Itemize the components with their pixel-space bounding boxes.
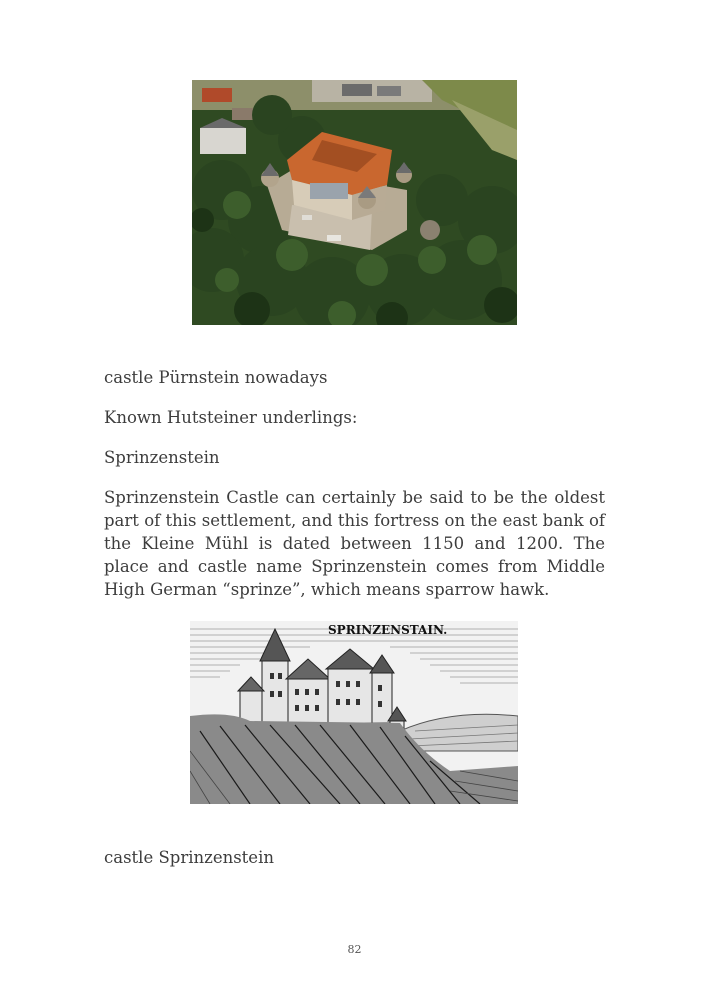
castle-purnstein-photo xyxy=(192,80,517,325)
castle-photo-caption: castle Pürnstein nowadays xyxy=(104,368,328,387)
engraving-title: SPRINZENSTAIN. xyxy=(328,623,448,637)
sprinzenstein-engraving xyxy=(190,621,518,804)
sprinzenstein-paragraph: Sprinzenstein Castle can certainly be said to be the oldest part of this settlement, and this fortress on the east bank of the Kleine Mühl is dated between 1150 and 1200. The place and castle name Sprinzenstein comes from Middle High German “sprinze”, which means sparrow hawk. xyxy=(104,488,605,599)
sprinzenstein-heading: Sprinzenstein xyxy=(104,448,220,467)
page-number: 82 xyxy=(347,943,362,956)
underlings-heading: Known Hutsteiner underlings: xyxy=(104,408,358,427)
engraving-caption: castle Sprinzenstein xyxy=(104,848,274,867)
